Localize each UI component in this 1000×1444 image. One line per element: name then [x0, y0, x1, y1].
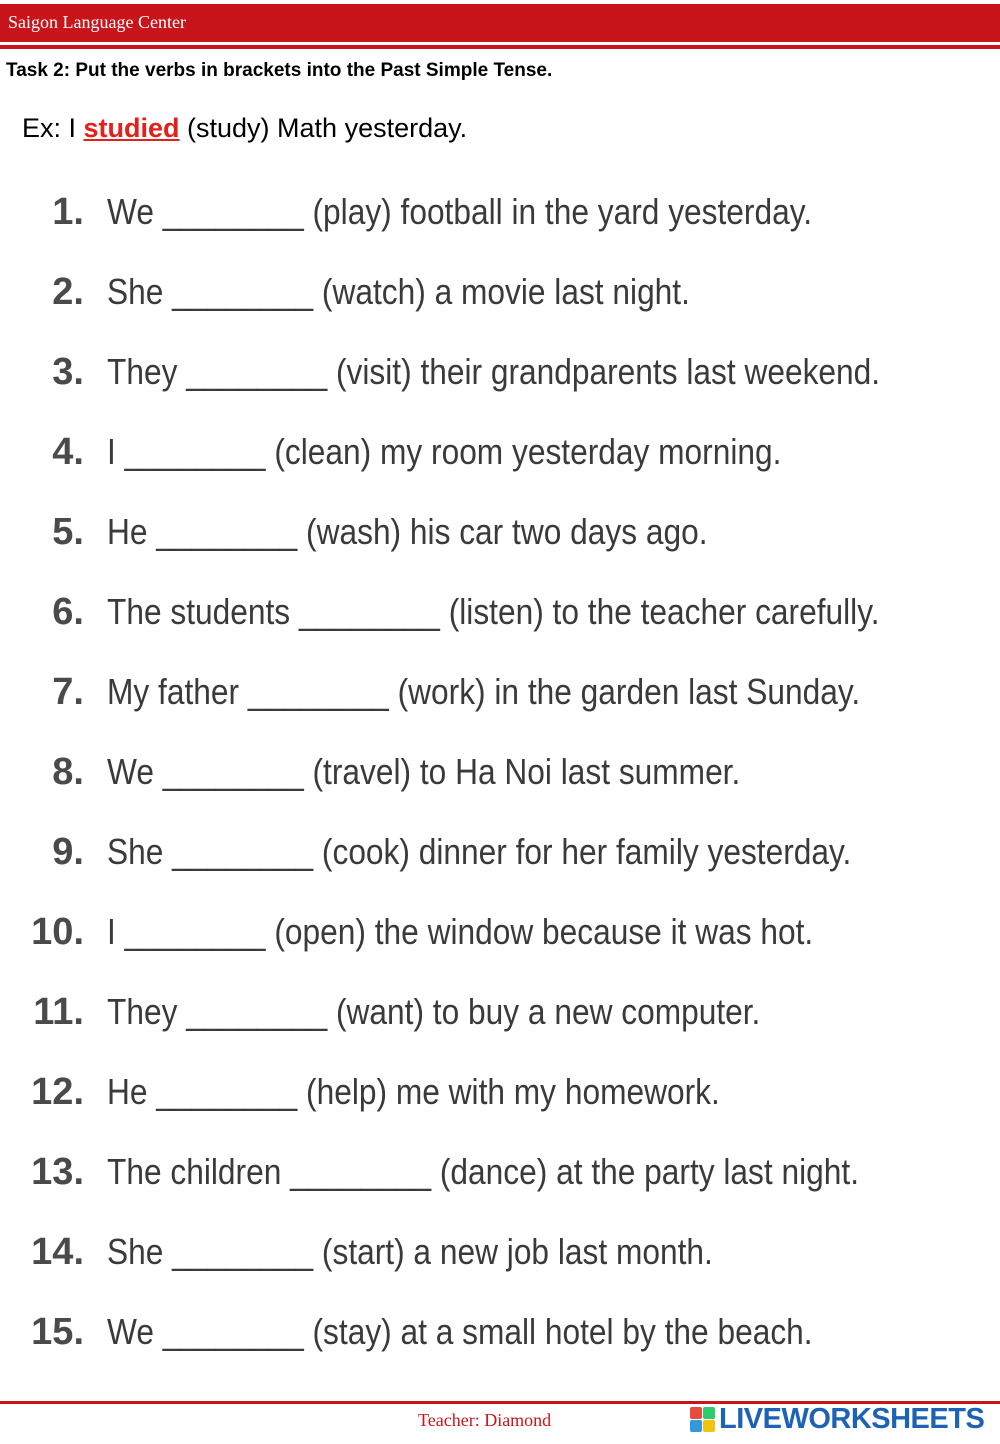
exercise-number: 13. [31, 1151, 84, 1193]
exercise-number: 11. [33, 991, 84, 1033]
exercise-number: 8. [52, 751, 84, 793]
exercise-sentence: My father ________ (work) in the garden last Sunday. [107, 671, 861, 712]
exercise-number: 5. [52, 511, 84, 553]
exercise-number: 12. [31, 1071, 84, 1113]
task-instruction: Task 2: Put the verbs in brackets into the Past Simple Tense. [6, 60, 553, 81]
liveworksheets-wordmark: LIVEWORKSHEETS [719, 1402, 985, 1435]
exercise-item [0, 1222, 1000, 1282]
exercise-item [0, 1142, 1000, 1202]
exercise-item [0, 582, 1000, 642]
exercise-sentence: We ________ (play) football in the yard yesterday. [107, 191, 813, 232]
exercise-item [0, 1302, 1000, 1362]
exercise-item [0, 822, 1000, 882]
header-divider [0, 45, 1000, 49]
exercise-sentence: They ________ (visit) their grandparents last weekend. [107, 351, 881, 392]
exercise-item [0, 422, 1000, 482]
example-answer: studied [83, 113, 180, 143]
exercise-number: 4. [52, 431, 84, 473]
exercise-number: 10. [31, 911, 84, 953]
exercise-number: 7. [52, 671, 84, 713]
exercise-number: 9. [52, 831, 84, 873]
exercise-number: 14. [31, 1231, 84, 1273]
exercise-sentence: The children ________ (dance) at the party last night. [107, 1151, 860, 1192]
teacher-name: Teacher: Diamond [418, 1410, 552, 1430]
example-sentence [22, 113, 467, 144]
exercise-sentence: She ________ (start) a new job last month. [107, 1231, 713, 1272]
exercise-item [0, 742, 1000, 802]
exercise-item [0, 502, 1000, 562]
exercise-item [0, 262, 1000, 322]
liveworksheets-logo [690, 1404, 984, 1434]
exercise-sentence: She ________ (cook) dinner for her family yesterday. [107, 831, 852, 872]
exercise-sentence: He ________ (help) me with my homework. [107, 1071, 720, 1112]
exercise-sentence: They ________ (want) to buy a new computer. [107, 991, 761, 1032]
exercise-item [0, 342, 1000, 402]
example-prefix: Ex: I [22, 113, 84, 143]
exercise-sentence: The students ________ (listen) to the teacher carefully. [107, 591, 880, 632]
exercise-sentence: We ________ (stay) at a small hotel by the beach. [107, 1311, 813, 1352]
exercise-number: 3. [52, 351, 84, 393]
exercise-sentence: I ________ (clean) my room yesterday morning. [107, 431, 782, 472]
example-suffix: (study) Math yesterday. [179, 113, 468, 143]
exercise-item [0, 1062, 1000, 1122]
exercise-sentence: He ________ (wash) his car two days ago. [107, 511, 708, 552]
exercise-number: 1. [52, 191, 84, 233]
exercise-number: 15. [31, 1311, 84, 1353]
exercise-sentence: She ________ (watch) a movie last night. [107, 271, 690, 312]
exercise-item [0, 902, 1000, 962]
exercise-number: 6. [52, 591, 84, 633]
school-name: Saigon Language Center [8, 12, 186, 32]
exercise-item [0, 982, 1000, 1042]
exercise-number: 2. [52, 271, 84, 313]
exercise-item [0, 182, 1000, 242]
exercise-sentence: We ________ (travel) to Ha Noi last summer. [107, 751, 741, 792]
exercise-item [0, 662, 1000, 722]
exercise-sentence: I ________ (open) the window because it was hot. [107, 911, 814, 952]
liveworksheets-icon [690, 1407, 715, 1432]
